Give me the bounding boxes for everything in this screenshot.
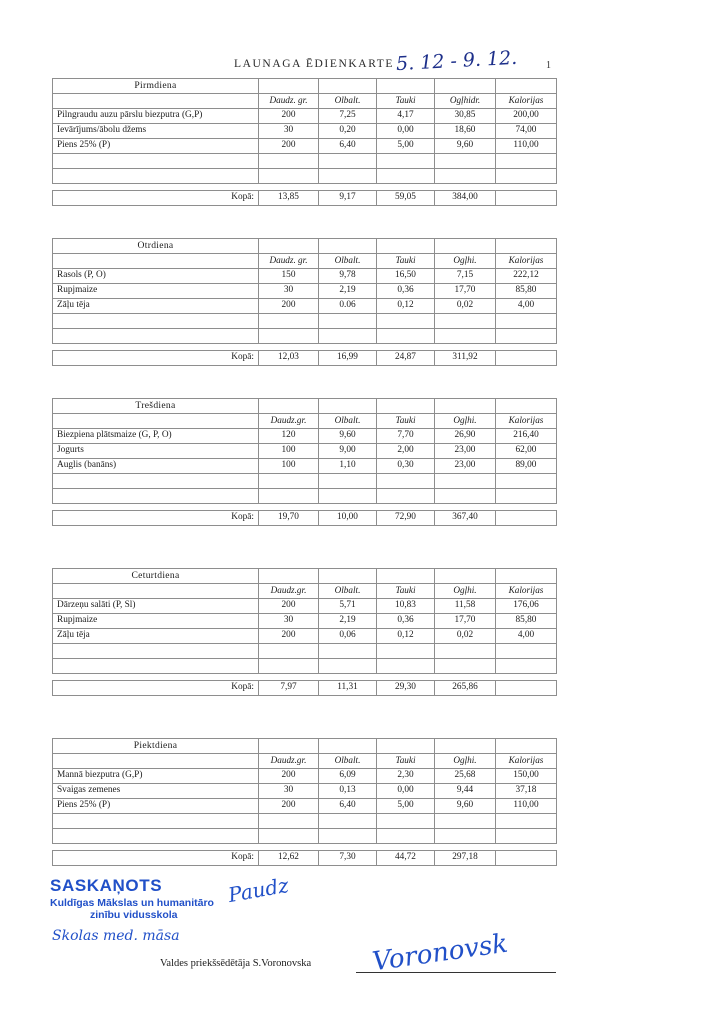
dish-quantity: 200 [259, 799, 319, 814]
column-header-protein: Olbalt. [319, 94, 377, 109]
column-header-quantity: Daudz.gr. [259, 414, 319, 429]
column-header-row [53, 584, 557, 599]
dish-protein: 6,40 [319, 139, 377, 154]
totals-fat: 7,30 [319, 851, 377, 866]
dish-quantity: 100 [259, 444, 319, 459]
dish-carbs: 17,70 [435, 614, 496, 629]
dish-fat: 0,12 [377, 629, 435, 644]
column-header-fat: Tauki [377, 584, 435, 599]
dish-fat: 0,00 [377, 784, 435, 799]
table-row [53, 284, 557, 299]
totals-label: Kopā: [53, 851, 259, 866]
dish-calories: 89,00 [496, 459, 557, 474]
column-header-quantity: Daudz.gr. [259, 754, 319, 769]
dish-quantity: 200 [259, 109, 319, 124]
dish-carbs: 23,00 [435, 459, 496, 474]
table-row-empty [53, 659, 557, 674]
column-header-calories: Kalorijas [496, 414, 557, 429]
totals-calories: 297,18 [435, 851, 496, 866]
dish-carbs: 9,60 [435, 799, 496, 814]
table-row [53, 629, 557, 644]
dish-protein: 2,19 [319, 284, 377, 299]
totals-carbs: 29,30 [377, 681, 435, 696]
menu-table [52, 738, 557, 866]
dish-carbs: 7,15 [435, 269, 496, 284]
dish-name: Biezpiena plātsmaize (G, P, O) [53, 429, 259, 444]
dish-name: Piens 25% (P) [53, 139, 259, 154]
day-name-row [53, 79, 557, 94]
column-header-carbs: Ogļhi. [435, 254, 496, 269]
dish-quantity: 120 [259, 429, 319, 444]
dish-quantity: 150 [259, 269, 319, 284]
column-header-protein: Olbalt. [319, 254, 377, 269]
totals-protein: 19,70 [259, 511, 319, 526]
totals-row [53, 351, 557, 366]
dish-fat: 5,00 [377, 139, 435, 154]
column-header-quantity: Daudz. gr. [259, 94, 319, 109]
dish-fat: 7,70 [377, 429, 435, 444]
dish-carbs: 0,02 [435, 299, 496, 314]
menu-table [52, 238, 557, 366]
dish-name: Piens 25% (P) [53, 799, 259, 814]
dish-calories: 222,12 [496, 269, 557, 284]
dish-quantity: 30 [259, 784, 319, 799]
handwritten-date-range: 5. 12 - 9. 12. [395, 46, 518, 76]
totals-row [53, 851, 557, 866]
dish-protein: 1,10 [319, 459, 377, 474]
totals-carbs: 59,05 [377, 191, 435, 206]
table-row [53, 109, 557, 124]
table-row [53, 444, 557, 459]
day-block-ceturtdiena [52, 568, 556, 696]
table-row-empty [53, 314, 557, 329]
dish-calories: 216,40 [496, 429, 557, 444]
column-header-quantity: Daudz. gr. [259, 254, 319, 269]
table-row-empty [53, 489, 557, 504]
dish-calories: 85,80 [496, 614, 557, 629]
dish-protein: 9,78 [319, 269, 377, 284]
day-name: Otrdiena [53, 239, 259, 254]
day-name: Ceturtdiena [53, 569, 259, 584]
totals-label: Kopā: [53, 681, 259, 696]
totals-calories: 367,40 [435, 511, 496, 526]
column-header-carbs: Ogļhi. [435, 584, 496, 599]
column-header-blank [53, 754, 259, 769]
dish-calories: 62,00 [496, 444, 557, 459]
dish-protein: 0,13 [319, 784, 377, 799]
column-header-carbs: Ogļhi. [435, 754, 496, 769]
dish-carbs: 9,44 [435, 784, 496, 799]
dish-carbs: 26,90 [435, 429, 496, 444]
totals-fat: 16,99 [319, 351, 377, 366]
dish-name: Auglis (banāns) [53, 459, 259, 474]
day-name: Trešdiena [53, 399, 259, 414]
stamp-school-line2: zinību vidusskola [90, 909, 178, 921]
dish-quantity: 30 [259, 284, 319, 299]
dish-carbs: 25,68 [435, 769, 496, 784]
dish-protein: 6,40 [319, 799, 377, 814]
signature-label-text: Valdes priekšsēdētāja S.Voronovska [160, 958, 312, 969]
day-name-row [53, 239, 557, 254]
dish-carbs: 30,85 [435, 109, 496, 124]
menu-table [52, 78, 557, 206]
dish-name: Pilngraudu auzu pārslu biezputra (G,P) [53, 109, 259, 124]
dish-protein: 9,60 [319, 429, 377, 444]
dish-fat: 0,00 [377, 124, 435, 139]
table-row [53, 299, 557, 314]
column-header-calories: Kalorijas [496, 584, 557, 599]
dish-fat: 0,30 [377, 459, 435, 474]
day-block-otrdiena [52, 238, 556, 366]
table-row [53, 799, 557, 814]
totals-fat: 11,31 [319, 681, 377, 696]
day-block-piektdiena [52, 738, 556, 866]
totals-label: Kopā: [53, 191, 259, 206]
table-row-empty [53, 474, 557, 489]
dish-fat: 0,36 [377, 284, 435, 299]
dish-carbs: 0,02 [435, 629, 496, 644]
table-row [53, 784, 557, 799]
totals-carbs: 24,87 [377, 351, 435, 366]
table-row [53, 769, 557, 784]
column-header-calories: Kalorijas [496, 754, 557, 769]
table-row [53, 139, 557, 154]
table-row-empty [53, 329, 557, 344]
dish-carbs: 18,60 [435, 124, 496, 139]
column-header-blank [53, 94, 259, 109]
day-name: Pirmdiena [53, 79, 259, 94]
dish-calories: 200,00 [496, 109, 557, 124]
dish-calories: 150,00 [496, 769, 557, 784]
dish-name: Dārzeņu salāti (P, Sl) [53, 599, 259, 614]
dish-protein: 0,06 [319, 629, 377, 644]
day-name-row [53, 739, 557, 754]
totals-label: Kopā: [53, 511, 259, 526]
table-row [53, 459, 557, 474]
dish-fat: 0,36 [377, 614, 435, 629]
dish-fat: 10,83 [377, 599, 435, 614]
dish-quantity: 200 [259, 769, 319, 784]
dish-name: Rasols (P, O) [53, 269, 259, 284]
dish-quantity: 30 [259, 614, 319, 629]
dish-carbs: 17,70 [435, 284, 496, 299]
column-header-quantity: Daudz.gr. [259, 584, 319, 599]
column-header-fat: Tauki [377, 414, 435, 429]
dish-quantity: 200 [259, 139, 319, 154]
column-header-row [53, 254, 557, 269]
day-block-pirmdiena [52, 78, 556, 206]
dish-fat: 16,50 [377, 269, 435, 284]
dish-name: Zāļu tēja [53, 629, 259, 644]
dish-calories: 4,00 [496, 299, 557, 314]
dish-protein: 9,00 [319, 444, 377, 459]
dish-calories: 110,00 [496, 139, 557, 154]
totals-row [53, 511, 557, 526]
dish-quantity: 200 [259, 299, 319, 314]
day-block-tresdiena [52, 398, 556, 526]
dish-name: Svaigas zemenes [53, 784, 259, 799]
totals-protein: 13,85 [259, 191, 319, 206]
totals-fat: 10,00 [319, 511, 377, 526]
menu-table [52, 398, 557, 526]
column-header-fat: Tauki [377, 254, 435, 269]
dish-carbs: 11,58 [435, 599, 496, 614]
day-name: Piektdiena [53, 739, 259, 754]
totals-carbs: 72,90 [377, 511, 435, 526]
column-header-protein: Olbalt. [319, 414, 377, 429]
table-row [53, 599, 557, 614]
dish-protein: 0.06 [319, 299, 377, 314]
dish-quantity: 100 [259, 459, 319, 474]
table-row [53, 614, 557, 629]
dish-calories: 85,80 [496, 284, 557, 299]
dish-name: Jogurts [53, 444, 259, 459]
totals-calories: 311,92 [435, 351, 496, 366]
totals-protein: 7,97 [259, 681, 319, 696]
dish-fat: 4,17 [377, 109, 435, 124]
column-header-fat: Tauki [377, 754, 435, 769]
totals-fat: 9,17 [319, 191, 377, 206]
dish-protein: 7,25 [319, 109, 377, 124]
column-header-row [53, 414, 557, 429]
dish-protein: 0,20 [319, 124, 377, 139]
dish-calories: 4,00 [496, 629, 557, 644]
dish-calories: 74,00 [496, 124, 557, 139]
dish-carbs: 23,00 [435, 444, 496, 459]
totals-row [53, 681, 557, 696]
column-header-carbs: Ogļhi. [435, 414, 496, 429]
totals-carbs: 44,72 [377, 851, 435, 866]
table-row-empty [53, 814, 557, 829]
table-row [53, 269, 557, 284]
dish-quantity: 200 [259, 629, 319, 644]
dish-carbs: 9,60 [435, 139, 496, 154]
dish-quantity: 200 [259, 599, 319, 614]
column-header-calories: Kalorijas [496, 94, 557, 109]
dish-calories: 176,06 [496, 599, 557, 614]
totals-protein: 12,62 [259, 851, 319, 866]
table-row-empty [53, 644, 557, 659]
stamp-nurse-handwriting: Skolas med. māsa [52, 928, 180, 944]
totals-calories: 384,00 [435, 191, 496, 206]
column-header-row [53, 94, 557, 109]
column-header-blank [53, 254, 259, 269]
column-header-blank [53, 584, 259, 599]
day-name-row [53, 569, 557, 584]
dish-fat: 2,00 [377, 444, 435, 459]
column-header-fat: Tauki [377, 94, 435, 109]
page-title: LAUNAGA ĒDIENKARTE [234, 58, 395, 70]
nurse-signature-scribble: Paudz [226, 872, 291, 908]
totals-label: Kopā: [53, 351, 259, 366]
column-header-protein: Olbalt. [319, 584, 377, 599]
stamp-title: SASKAŅOTS [50, 876, 163, 895]
menu-table [52, 568, 557, 696]
dish-calories: 37,18 [496, 784, 557, 799]
page-number: 1 [546, 60, 551, 71]
dish-quantity: 30 [259, 124, 319, 139]
totals-row [53, 191, 557, 206]
table-row [53, 124, 557, 139]
dish-name: Ievārījums/ābolu džems [53, 124, 259, 139]
chairperson-signature-scribble: Voronovsk [370, 928, 510, 978]
dish-fat: 5,00 [377, 799, 435, 814]
table-row-empty [53, 169, 557, 184]
column-header-row [53, 754, 557, 769]
stamp-school-line1: Kuldīgas Mākslas un humanitāro [50, 897, 214, 909]
table-row-empty [53, 154, 557, 169]
dish-protein: 2,19 [319, 614, 377, 629]
dish-fat: 0,12 [377, 299, 435, 314]
approval-stamp [50, 876, 350, 944]
dish-name: Mannā biezputra (G,P) [53, 769, 259, 784]
dish-name: Rupjmaize [53, 614, 259, 629]
dish-name: Zāļu tēja [53, 299, 259, 314]
column-header-protein: Olbalt. [319, 754, 377, 769]
day-name-row [53, 399, 557, 414]
totals-protein: 12,03 [259, 351, 319, 366]
dish-protein: 6,09 [319, 769, 377, 784]
column-header-calories: Kalorijas [496, 254, 557, 269]
dish-name: Rupjmaize [53, 284, 259, 299]
column-header-blank [53, 414, 259, 429]
column-header-carbs: Ogļhidr. [435, 94, 496, 109]
dish-calories: 110,00 [496, 799, 557, 814]
dish-fat: 2,30 [377, 769, 435, 784]
table-row [53, 429, 557, 444]
dish-protein: 5,71 [319, 599, 377, 614]
table-row-empty [53, 829, 557, 844]
totals-calories: 265,86 [435, 681, 496, 696]
